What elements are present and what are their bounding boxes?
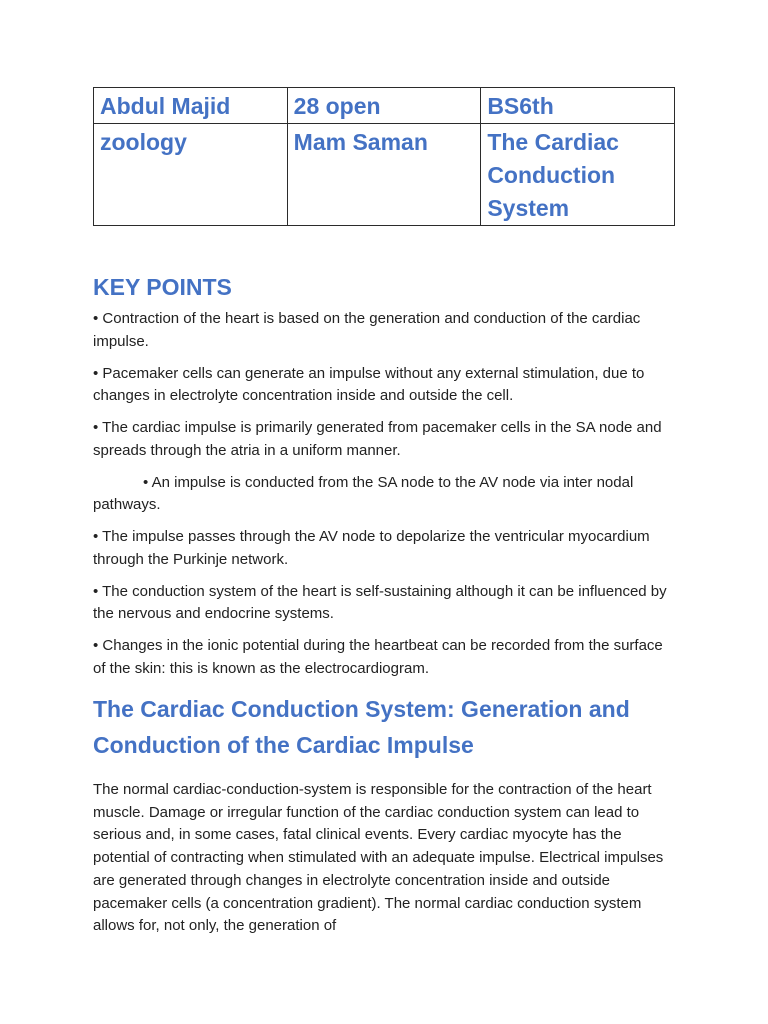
table-row (94, 124, 675, 226)
key-points-list (93, 308, 675, 680)
key-point-item: • An impulse is conducted from the SA node to the AV node via inter nodal pathways. (93, 473, 634, 513)
key-point-item: • The cardiac impulse is primarily generated from pacemaker cells in the SA node and spreads through the atria in a uniform manner. (93, 419, 662, 459)
key-point-item: • Pacemaker cells can generate an impulse without any external stimulation, due to changes in electrolyte concentration inside and outside the cell. (93, 364, 645, 404)
section-body-paragraph: The normal cardiac-conduction-system is responsible for the contraction of the heart muscle. Damage or irregular function of the cardiac conduction system can lead to serious and, in some cases, fatal clinical events. Every cardiac myocyte has the potential of contracting when stimulated with an adequate impulse. Electrical impulses are generated through changes in electrolyte concentration inside and outside pacemaker cells (a concentration gradient). The normal cardiac conduction system allows for, not only, the generation of (93, 781, 664, 935)
class-cell: BS6th (481, 88, 675, 124)
section-heading: The Cardiac Conduction System: Generation and Conduction of the Cardiac Impulse (93, 696, 630, 758)
topic-cell: The Cardiac Conduction System (481, 124, 675, 226)
key-point-item: • Contraction of the heart is based on the generation and conduction of the cardiac impulse. (93, 310, 641, 350)
key-point-item: • The impulse passes through the AV node to depolarize the ventricular myocardium through the Purkinje network. (93, 528, 650, 568)
subject-cell: zoology (94, 124, 288, 226)
key-point-item: • Changes in the ionic potential during the heartbeat can be recorded from the surface of the skin: this is known as the electrocardiogram. (93, 637, 663, 677)
roll-number-cell: 28 open (287, 88, 481, 124)
teacher-cell: Mam Saman (287, 124, 481, 226)
key-point-item: • The conduction system of the heart is self-sustaining although it can be influenced by the nervous and endocrine systems. (93, 582, 667, 622)
student-name-cell: Abdul Majid (94, 88, 288, 124)
header-info-table (93, 87, 675, 226)
table-row (94, 88, 675, 124)
document-page (93, 87, 675, 953)
key-points-heading: KEY POINTS (93, 274, 232, 300)
